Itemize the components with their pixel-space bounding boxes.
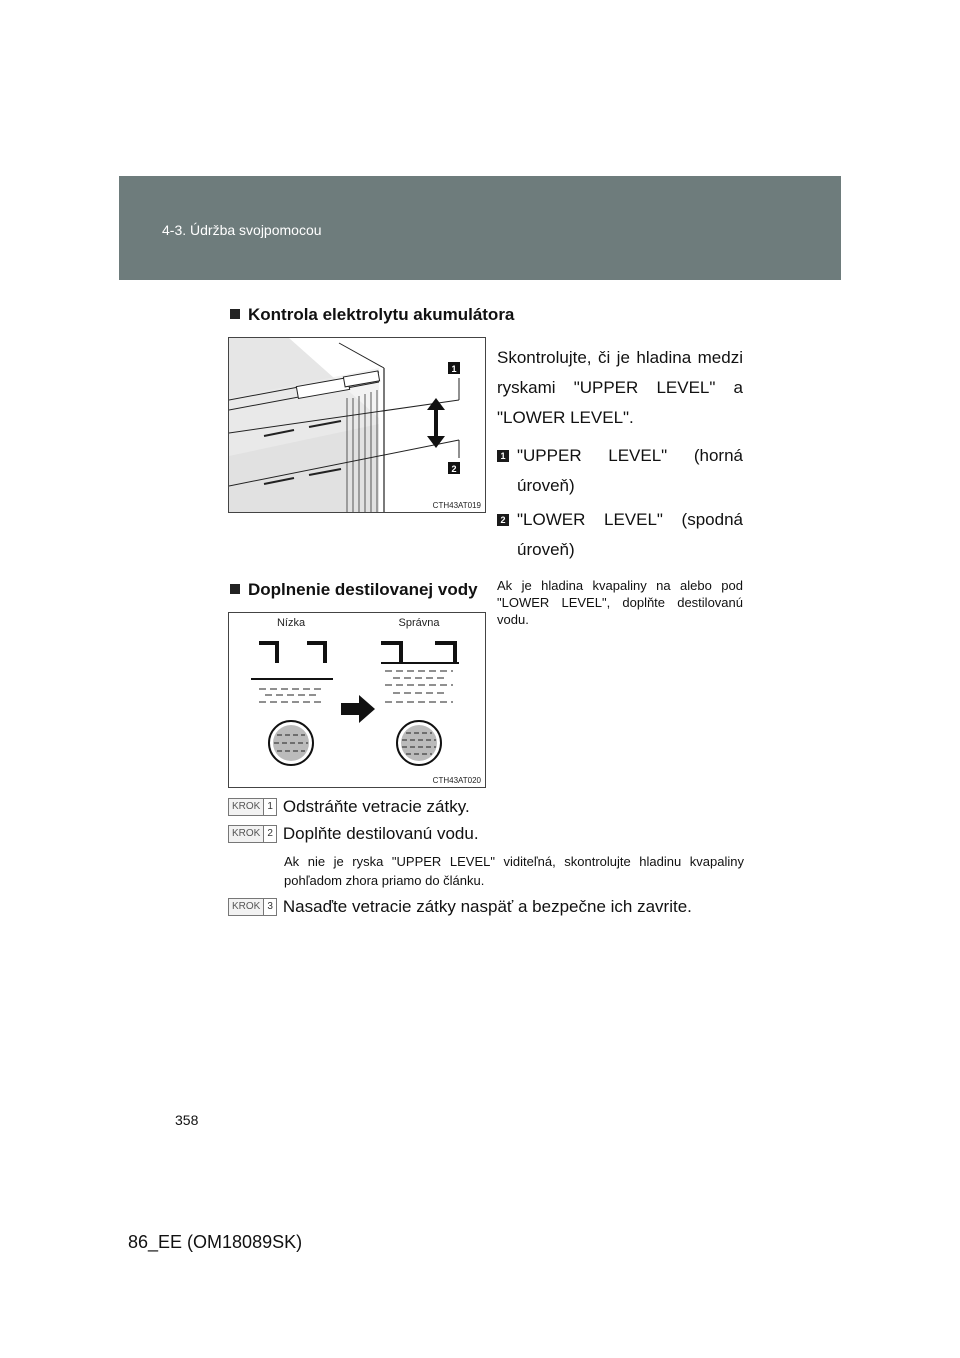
number-badge: 1 (497, 450, 509, 462)
step-1 (228, 797, 470, 817)
square-bullet-icon (230, 584, 240, 594)
step-text: Nasaďte vetracie zátky naspäť a bezpečne ich zavrite. (282, 897, 692, 916)
figure-code: CTH43AT019 (432, 501, 481, 510)
list-item-upper-level (497, 441, 743, 501)
step-badge-number: 1 (263, 799, 276, 815)
svg-text:2: 2 (451, 464, 457, 474)
breadcrumb: 4-3. Údržba svojpomocou (162, 222, 322, 238)
step-2 (228, 824, 479, 844)
svg-text:1: 1 (451, 364, 457, 374)
step-2-note: Ak nie je ryska "UPPER LEVEL" viditeľná, skontrolujte hladinu kvapaliny pohľadom zhora priamo do článku. (284, 854, 744, 888)
step-badge (228, 825, 277, 843)
water-level-figure (228, 612, 486, 788)
step-badge-label: KROK (229, 799, 263, 815)
section-title-electrolyte (230, 305, 514, 325)
label-correct: Správna (398, 617, 440, 629)
electrolyte-text-column (497, 343, 743, 628)
page-number: 358 (175, 1112, 199, 1128)
electrolyte-note: Ak je hladina kvapaliny na alebo pod "LOWER LEVEL", doplňte destilovanú vodu. (497, 578, 743, 627)
step-badge-label: KROK (229, 826, 263, 842)
step-badge (228, 898, 277, 916)
label-low: Nízka (276, 617, 306, 629)
step-text: Doplňte destilovanú vodu. (282, 824, 479, 843)
step-text: Odstráňte vetracie zátky. (282, 797, 470, 816)
square-bullet-icon (230, 309, 240, 319)
battery-illustration (229, 338, 485, 512)
step-badge-label: KROK (229, 899, 263, 915)
step-3 (228, 897, 692, 917)
list-item-lower-level (497, 505, 743, 565)
footer-code: 86_EE (OM18089SK) (128, 1232, 303, 1252)
section-title-text: Doplnenie destilovanej vody (248, 580, 478, 599)
intro-text: Skontrolujte, či je hladina medzi ryskami "UPPER LEVEL" a "LOWER LEVEL". (497, 348, 743, 427)
step-badge-number: 3 (263, 899, 276, 915)
step-badge (228, 798, 277, 816)
figure-code: CTH43AT020 (432, 776, 481, 785)
battery-level-figure (228, 337, 486, 513)
section-title-distilled-water (230, 580, 478, 600)
step-badge-number: 2 (263, 826, 276, 842)
section-title-text: Kontrola elektrolytu akumulátora (248, 305, 515, 324)
water-level-illustration (229, 613, 485, 787)
list-item-text: "UPPER LEVEL" (horná úroveň) (517, 446, 743, 495)
number-badge: 2 (497, 514, 509, 526)
list-item-text: "LOWER LEVEL" (spodná úroveň) (517, 510, 743, 559)
chapter-header (119, 176, 841, 280)
